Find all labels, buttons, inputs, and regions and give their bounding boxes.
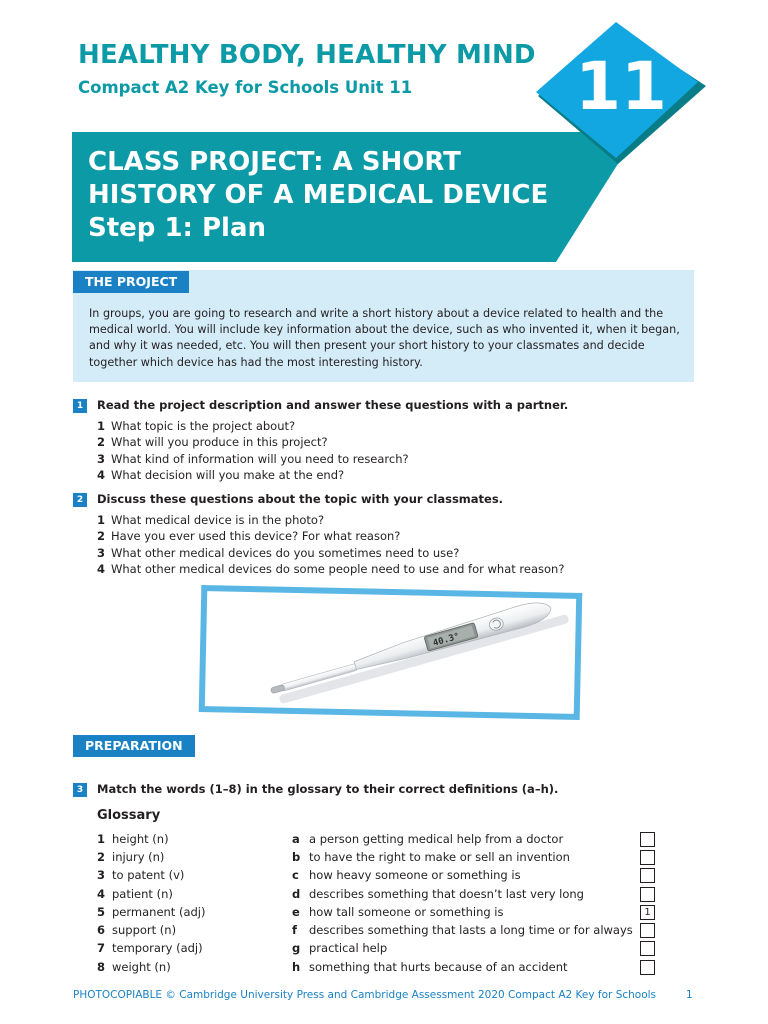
question-item: 4 What decision will you make at the end? bbox=[97, 467, 345, 482]
question-item: 4 What other medical devices do some people need to use and for what reason? bbox=[97, 561, 565, 576]
exercise-2-number: 2 bbox=[73, 493, 87, 507]
glossary-row: 4 patient (n) d describes something that doesn’t last very long bbox=[97, 887, 584, 901]
glossary-row: 8 weight (n) h something that hurts because of an accident bbox=[97, 960, 568, 974]
thermometer-image bbox=[205, 591, 576, 714]
question-item: 3 What kind of information will you need to research? bbox=[97, 451, 409, 466]
question-item: 1 What medical device is in the photo? bbox=[97, 513, 325, 527]
answer-box-c[interactable] bbox=[640, 868, 655, 883]
glossary-row: 3 to patent (v) c how heavy someone or something is bbox=[97, 868, 521, 882]
unit-subtitle: Compact A2 Key for Schools Unit 11 bbox=[78, 78, 413, 97]
exercise-3-number: 3 bbox=[73, 783, 87, 797]
footer-copyright: PHOTOCOPIABLE © Cambridge University Press and Cambridge Assessment 2020 Compact A2 Key for Schools bbox=[73, 989, 657, 1001]
unit-title: HEALTHY BODY, HEALTHY MIND bbox=[78, 40, 536, 70]
question-item: 1 What topic is the project about? bbox=[97, 419, 296, 433]
unit-number: 11 bbox=[575, 48, 667, 125]
project-tag: THE PROJECT bbox=[73, 271, 189, 293]
question-item: 2 Have you ever used this device? For what reason? bbox=[97, 529, 401, 544]
exercise-1-instruction: Read the project description and answer these questions with a partner. bbox=[97, 398, 569, 412]
exercise-2-questions bbox=[97, 512, 564, 577]
answer-box-a[interactable] bbox=[640, 832, 655, 847]
project-description: In groups, you are going to research and write a short history about a device related to health and the medical world. You will include key information about the device, such as who invented it, when it began, and why it was needed, etc. You will then present your short history to your classmates and decide together which device has had the most interesting history. bbox=[89, 307, 680, 369]
exercise-3-instruction: Match the words (1–8) in the glossary to their correct definitions (a–h). bbox=[97, 782, 559, 796]
banner-line-3: Step 1: Plan bbox=[88, 213, 267, 243]
exercise-1-number: 1 bbox=[73, 399, 87, 413]
preparation-tag: PREPARATION bbox=[73, 735, 195, 757]
answer-box-g[interactable] bbox=[640, 941, 655, 956]
thermometer-reading: 40.3° bbox=[431, 631, 461, 649]
banner-line-2: HISTORY OF A MEDICAL DEVICE bbox=[88, 180, 549, 210]
question-item: 2 What will you produce in this project? bbox=[97, 435, 328, 450]
thermometer-photo bbox=[199, 585, 583, 720]
banner-heading bbox=[88, 146, 548, 245]
answer-box-e[interactable]: 1 bbox=[640, 905, 655, 920]
answer-box-d[interactable] bbox=[640, 887, 655, 902]
page-number: 1 bbox=[686, 989, 693, 1001]
glossary-row: 5 permanent (adj) e how tall someone or something is bbox=[97, 905, 504, 919]
glossary-row: 1 height (n) a a person getting medical help from a doctor bbox=[97, 832, 564, 846]
answer-box-b[interactable] bbox=[640, 850, 655, 865]
exercise-1-questions bbox=[97, 418, 409, 483]
exercise-2-instruction: Discuss these questions about the topic with your classmates. bbox=[97, 492, 504, 506]
answer-box-f[interactable] bbox=[640, 923, 655, 938]
glossary-row: 6 support (n) f describes something that lasts a long time or for always bbox=[97, 923, 633, 937]
question-item: 3 What other medical devices do you sometimes need to use? bbox=[97, 545, 460, 560]
glossary-row: 7 temporary (adj) g practical help bbox=[97, 941, 388, 955]
glossary-row: 2 injury (n) b to have the right to make or sell an invention bbox=[97, 850, 570, 864]
banner-line-1: CLASS PROJECT: A SHORT bbox=[88, 147, 461, 177]
answer-box-h[interactable] bbox=[640, 960, 655, 975]
glossary-title: Glossary bbox=[97, 808, 161, 823]
